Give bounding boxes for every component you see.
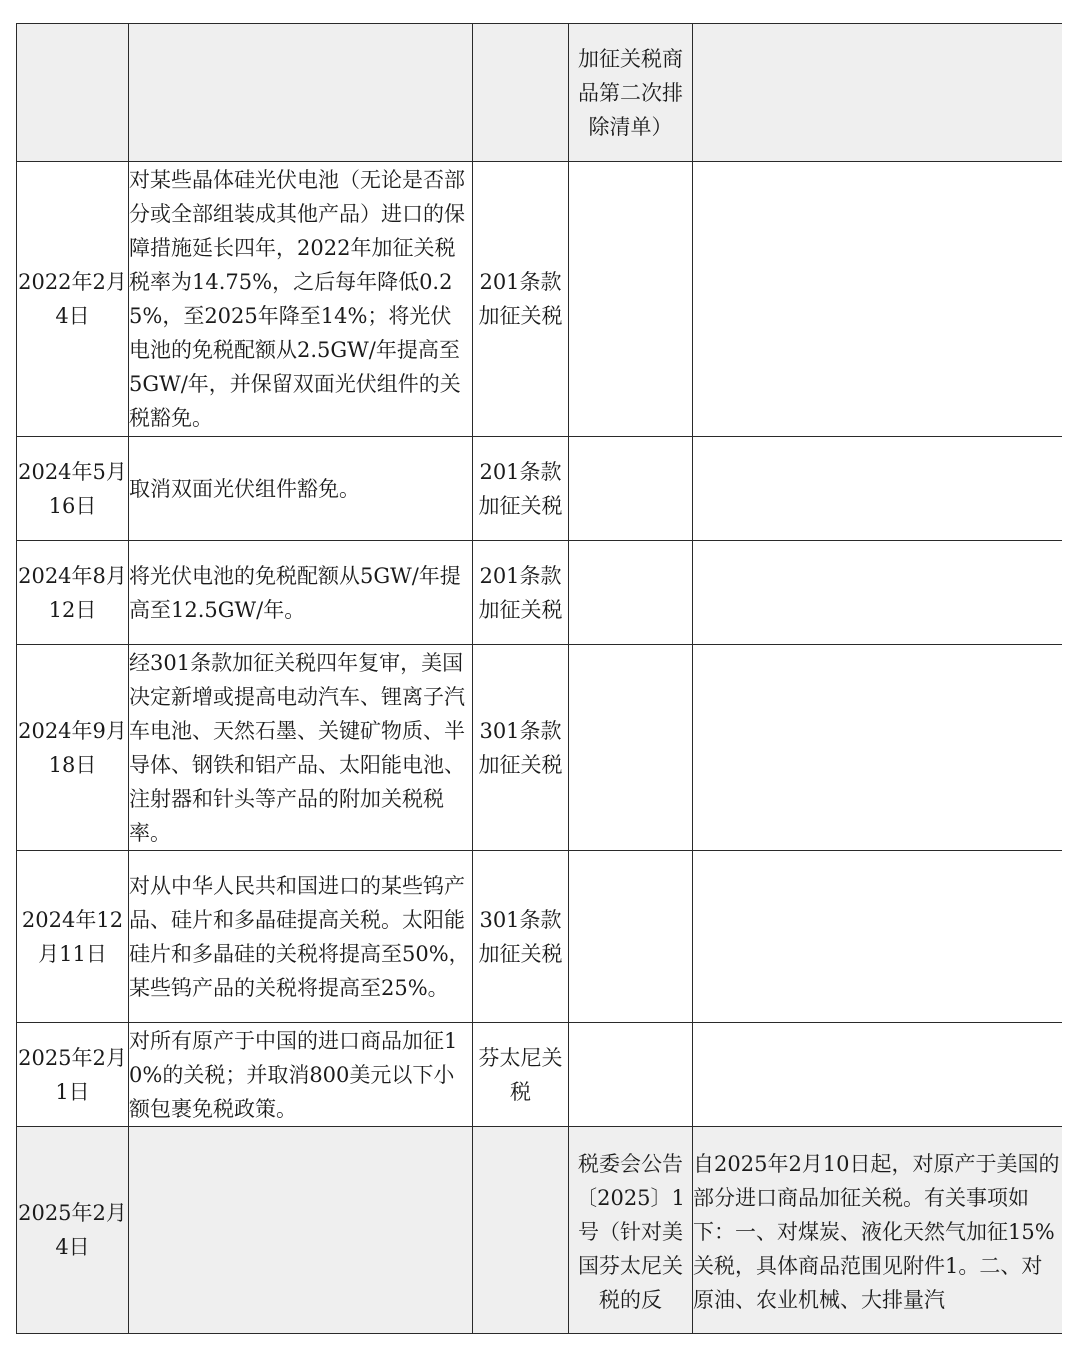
type-cell	[473, 851, 569, 1023]
table-row	[17, 1023, 1063, 1127]
date-text: 2024年5月16日	[18, 459, 127, 518]
table-row	[17, 437, 1063, 541]
table-row	[17, 541, 1063, 645]
date-cell	[17, 24, 129, 162]
content-cell	[129, 1023, 473, 1127]
document-page	[16, 23, 1062, 1334]
date-text: 2025年2月1日	[18, 1045, 127, 1104]
date-cell	[17, 162, 129, 437]
content-cell	[129, 24, 473, 162]
date-text: 2022年2月4日	[18, 270, 127, 328]
tariff-policy-table	[16, 23, 1062, 1334]
content-text: 经301条款加征关税四年复审，美国决定新增或提高电动汽车、锂离子汽车电池、天然石墨、关键矿物质、半导体、钢铁和铝产品、太阳能电池、注射器和针头等产品的附加关税税率。	[129, 650, 465, 845]
date-cell	[17, 1023, 129, 1127]
type-cell	[473, 24, 569, 162]
notice-cell	[693, 645, 1063, 851]
type-cell	[473, 645, 569, 851]
document-cell	[569, 541, 693, 645]
type-text: 201条款加征关税	[478, 270, 563, 328]
document-cell	[569, 162, 693, 437]
type-cell	[473, 1127, 569, 1334]
date-cell	[17, 851, 129, 1023]
date-text: 2024年12月11日	[21, 907, 124, 966]
date-text: 2025年2月4日	[18, 1201, 127, 1259]
notice-cell	[693, 1023, 1063, 1127]
content-cell	[129, 1127, 473, 1334]
type-text: 芬太尼关税	[478, 1045, 563, 1104]
document-cell	[569, 645, 693, 851]
content-cell	[129, 541, 473, 645]
notice-text: 自2025年2月10日起，对原产于美国的部分进口商品加征关税。有关事项如下：一、对煤炭、液化天然气加征15%关税，具体商品范围见附件1。二、对原油、农业机械、大排量汽	[693, 1151, 1060, 1312]
content-cell	[129, 437, 473, 541]
content-cell	[129, 162, 473, 437]
date-cell	[17, 645, 129, 851]
document-cell	[569, 851, 693, 1023]
document-cell	[569, 1127, 693, 1334]
document-cell	[569, 24, 693, 162]
type-cell	[473, 162, 569, 437]
document-text: 税委会公告〔2025〕1号（针对美国芬太尼关税的反	[576, 1151, 685, 1312]
table-row	[17, 851, 1063, 1023]
date-cell	[17, 541, 129, 645]
content-text: 对所有原产于中国的进口商品加征10%的关税；并取消800美元以下小额包裹免税政策。	[129, 1028, 458, 1121]
type-text: 201条款加征关税	[478, 563, 563, 622]
content-text: 对从中华人民共和国进口的某些钨产品、硅片和多晶硅提高关税。太阳能硅片和多晶硅的关税将提高至50%，某些钨产品的关税将提高至25%。	[129, 873, 470, 1000]
content-cell	[129, 645, 473, 851]
document-cell	[569, 1023, 693, 1127]
table-row	[17, 24, 1063, 162]
document-text: 加征关税商品第二次排除清单）	[578, 46, 683, 139]
date-cell	[17, 437, 129, 541]
type-text: 301条款加征关税	[478, 718, 563, 777]
table-row	[17, 645, 1063, 851]
content-text: 对某些晶体硅光伏电池（无论是否部分或全部组装成其他产品）进口的保障措施延长四年，2022年加征关税税率为14.75%，之后每年降低0.25%，至2025年降至14%；将光伏电池的免税配额从2.5GW/年提高至5GW/年，并保留双面光伏组件的关税豁免。	[129, 168, 465, 430]
notice-cell	[693, 162, 1063, 437]
date-cell	[17, 1127, 129, 1334]
date-text: 2024年8月12日	[18, 563, 127, 622]
type-text: 301条款加征关税	[478, 907, 563, 966]
date-text: 2024年9月18日	[18, 718, 127, 777]
table-row	[17, 1127, 1063, 1334]
notice-cell	[693, 851, 1063, 1023]
content-cell	[129, 851, 473, 1023]
type-cell	[473, 437, 569, 541]
notice-cell	[693, 541, 1063, 645]
content-text: 取消双面光伏组件豁免。	[129, 476, 360, 501]
notice-cell	[693, 1127, 1063, 1334]
type-cell	[473, 541, 569, 645]
table-row	[17, 162, 1063, 437]
content-text: 将光伏电池的免税配额从5GW/年提高至12.5GW/年。	[129, 563, 461, 622]
notice-cell	[693, 24, 1063, 162]
type-text: 201条款加征关税	[478, 459, 563, 518]
notice-cell	[693, 437, 1063, 541]
document-cell	[569, 437, 693, 541]
type-cell	[473, 1023, 569, 1127]
